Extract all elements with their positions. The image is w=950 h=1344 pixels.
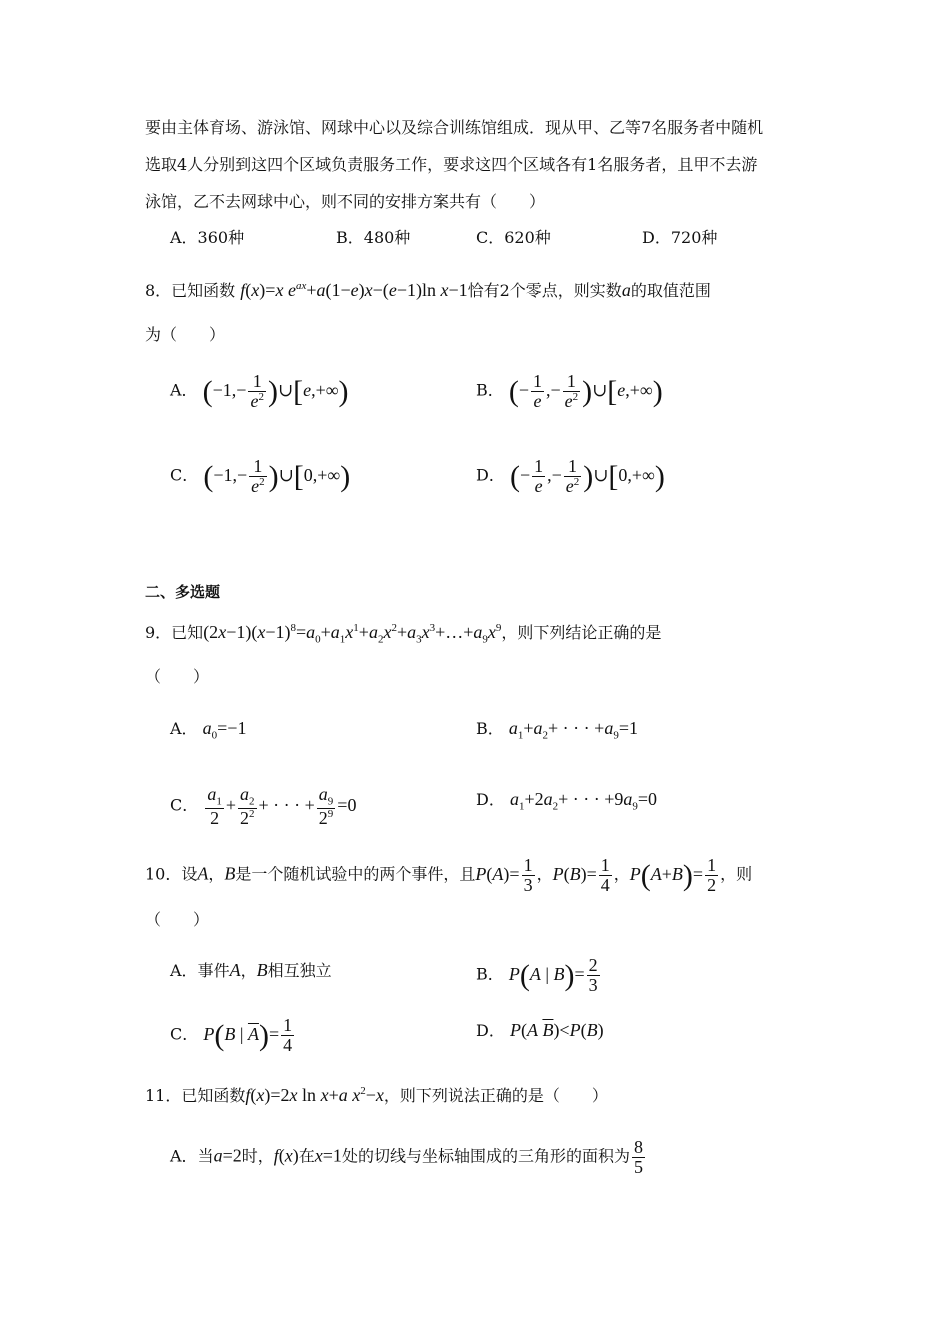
q11-stem: 11．已知函数f(x)=2x ln x+a $x^2-x$，则下列说法正确的是（ ） [145, 1085, 608, 1105]
q9-stem [145, 614, 661, 654]
q8-option-b: B． (− $\frac{1}{e}$ ,− $\frac{1}{e^2}$ )∪[e,+∞) [476, 371, 663, 411]
q8-option-d-label: D． [476, 465, 505, 485]
q11-option-a-text2: 时， [241, 1146, 274, 1166]
q11-tail: ，则下列说法正确的是（ ） [383, 1086, 608, 1105]
q7-option-b: B．480种 [336, 228, 411, 247]
q7-option-d: D．720种 [642, 228, 718, 247]
q9-option-c: C． $\frac{a_1}{2}$ + $\frac{a_2}{2^2}$ + · · · + $\frac{a_9}{2^9}$ =0 [170, 784, 357, 829]
q10-option-d: D． P(A $\overline{B})<P(B)$ [476, 1020, 604, 1040]
q9-option-a: A． $a_0=-1$ [170, 718, 247, 742]
q8-tail: 恰有2个零点，则实数 [467, 281, 622, 300]
q10-stem: 10．设A，B是一个随机试验中的两个事件，且P(A)= $\frac{1}{3}$ ，P(B)= $\frac{1}{4}$ ，P(A+B)= $\frac{1}{2}$ ，则 [145, 855, 753, 895]
q10-tail: ，则 [720, 864, 753, 884]
q10-option-b: B． P(A | B)= $\frac{2}{3}$ [476, 955, 598, 995]
q8-tail2: 的取值范围 [630, 281, 711, 300]
q8-option-c-label: C． [170, 465, 199, 485]
q7-option-a: A．360种 [170, 228, 245, 247]
section-heading-multiple-choice: 二、多选题 [145, 583, 221, 601]
q8-function: f(x)=x $e^{ax}+a(1-e)x-(e-1)\ln$ x−1 [240, 280, 468, 300]
q10-mid: 是一个随机试验中的两个事件，且 [235, 864, 476, 884]
q9-option-b-label: B． [476, 719, 504, 738]
q9-option-d-label: D． [476, 790, 505, 809]
q8-option-a: A． (−1,− $\frac{1}{e^2}$ )∪[e,+∞) [170, 371, 349, 411]
q8-option-c: C． (−1,− $\frac{1}{e^2}$ )∪[0,+∞) [170, 456, 351, 496]
q10-option-d-label: D． [476, 1021, 505, 1040]
q11-option-a-label: A． [170, 1146, 198, 1166]
q7-option-c: C．620种 [476, 228, 551, 247]
q10-number: 10．设 [145, 864, 198, 884]
q10-option-c: C． P(B | $\overline{A})=$ $\frac{1}{4}$ [170, 1015, 293, 1055]
q8-stem [145, 272, 711, 305]
q11-option-a: A．当a=2时，f(x)在x=1处的切线与坐标轴围成的三角形的面积为 $\frac{8}{5}$ [170, 1137, 643, 1177]
q7-line-3: 泳馆，乙不去网球中心，则不同的安排方案共有（ ） [145, 192, 546, 211]
q7-line-1: 要由主体育场、游泳馆、网球中心以及综合训练馆组成．现从甲、乙等7名服务者中随机 [145, 118, 764, 137]
q8-option-a-label: A． [170, 380, 198, 400]
q11-number: 11．已知函数 [145, 1086, 246, 1105]
q10-option-a: A．事件A，B相互独立 [170, 960, 332, 980]
q10-paren: （ ） [145, 910, 210, 929]
q10-option-a-label: A． [170, 961, 198, 980]
q9-option-d: D． $a_1+2a_2+$ · · · $+9a_9=0$ [476, 789, 658, 813]
q9-number: 9．已知 [145, 623, 204, 642]
q8-var-a: a [621, 280, 631, 300]
q8-option-b-label: B． [476, 380, 504, 400]
q8-option-d: D． (− $\frac{1}{e}$ ,− $\frac{1}{e^2}$ )∪[0,+∞) [476, 456, 665, 496]
q9-expansion: $(2x-1)(x-1)^8=a_0+a_1x^1+a_2x^2+a_3x^3+\dots+a_9x^9$ [203, 622, 502, 646]
q9-option-a-label: A． [170, 719, 198, 738]
q8-line-2: 为（ ） [145, 325, 226, 344]
q10-option-b-label: B． [476, 964, 504, 984]
q11-option-a-text3: 在 [298, 1146, 315, 1166]
q9-option-b: B． $a_1+a_2+$ · · · $+a_9=1$ [476, 718, 638, 742]
q9-option-c-label: C． [170, 795, 199, 815]
q11-option-a-text1: 当 [197, 1146, 214, 1166]
q9-tail: ，则下列结论正确的是 [501, 623, 662, 642]
q10-option-a-text2: 相互独立 [267, 961, 332, 980]
q7-line-2: 选取4人分别到这四个区域负责服务工作，要求这四个区域各有1名服务者，且甲不去游 [145, 155, 758, 174]
q8-number: 8．已知函数 [145, 281, 236, 300]
q10-option-a-text1: 事件 [197, 961, 230, 980]
q11-option-a-text4: 处的切线与坐标轴围成的三角形的面积为 [341, 1146, 630, 1166]
q10-option-c-label: C． [170, 1024, 199, 1044]
q9-paren: （ ） [145, 667, 210, 686]
